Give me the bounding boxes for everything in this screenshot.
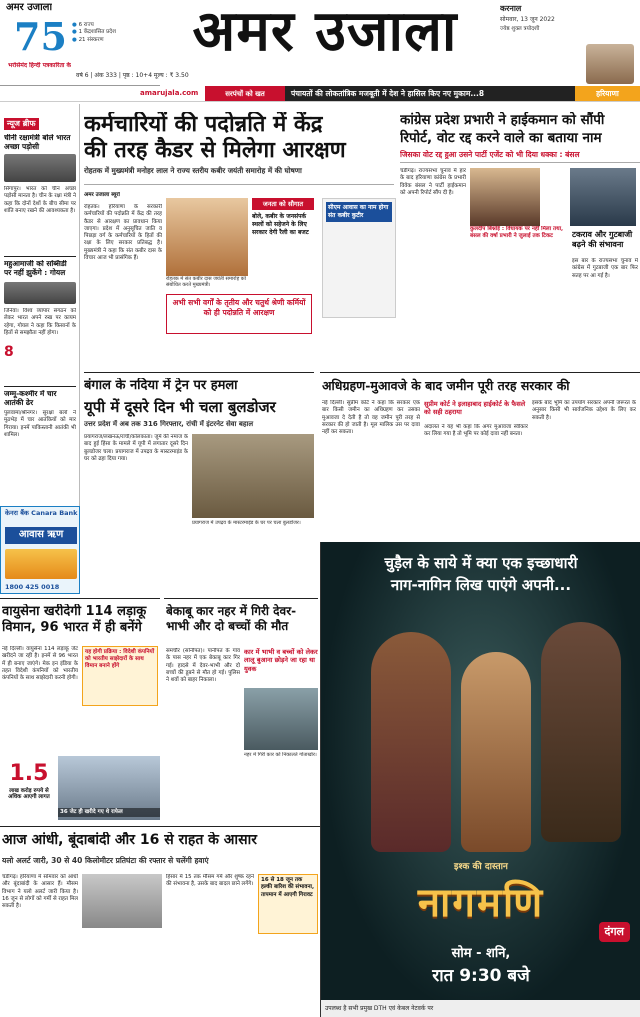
edition-city: करनाल bbox=[500, 4, 522, 13]
fighter-box: यह होगी प्रक्रिया : विदेशी कंपनियों को भारतीय साझेदारों के साथ विमान बनाने होंगे bbox=[82, 646, 158, 706]
bulldozer-body: प्रयागराज/लखनऊ/रांची/कोलकाता। जुमे की नमाज के बाद हुई हिंसा के मामले में यूपी में लगातार दूसरे दिन बुलडोजर चला। प्रयागराज में उपद्रव के मास्टरमाइंड के घर को ढहा दिया गया। bbox=[84, 434, 188, 462]
acquisition-box-head: सुप्रीम कोर्ट ने इलाहाबाद हाईकोर्ट के फैसले को सही ठहराया bbox=[424, 400, 526, 417]
lead-headline-line: की तरह कैडर से मिलेगा आरक्षण bbox=[84, 138, 346, 164]
edition-item: ● 21 संस्करण bbox=[72, 37, 116, 44]
lead-subhead: रोहतक में मुख्यमंत्री मनोहर लाल ने राज्य स्तरीय कबीर जयंती समारोह में की घोषणा bbox=[84, 166, 302, 175]
brief-headline: चीनी रक्षामंत्री बोले भारत अच्छा पड़ोसी bbox=[4, 134, 71, 151]
canal-photo bbox=[244, 688, 318, 750]
bulldozer-subhead: उत्तर प्रदेश में अब तक 316 गिरफ्तार, रांची में इंटरनेट सेवा बहाल bbox=[84, 420, 254, 428]
congress-side-text: इस बार के राज्यसभा चुनाव में कांग्रेस में गुटबाजी एक बार फिर सतह पर आ गई है। bbox=[572, 258, 638, 279]
brief-headline: जम्मू-कश्मीर में चार आतंकी ढेर bbox=[4, 390, 57, 407]
actor-figure bbox=[461, 652, 531, 852]
top-strip bbox=[0, 86, 640, 102]
jet-photo-label: 36 जेट ही खरीदे गए थे राफेल bbox=[58, 808, 160, 817]
bulldozer-headline: यूपी में दूसरे दिन भी चला बुलडोजर bbox=[84, 398, 276, 416]
congress-body: चंडीगढ़। राज्यसभा चुनाव में हार के बाद हरियाणा कांग्रेस के प्रभारी विवेक बंसल ने पार्टी हाईकमान को अपनी रिपोर्ट सौंप दी है। bbox=[400, 168, 466, 196]
dth-strip: उपलब्ध है सभी प्रमुख DTH एवं केबल नेटवर्क पर bbox=[321, 1000, 640, 1017]
website-link[interactable]: amarujala.com bbox=[140, 89, 199, 97]
actor-figure bbox=[541, 622, 621, 842]
ad-tagline-1: चुड़ैल के साये में क्या एक इच्छाधारी bbox=[384, 554, 578, 572]
box-headline: सीएम आवास का नाम होगा संत कबीर कुटीर bbox=[326, 202, 392, 222]
lead-headline-line: कर्मचारियों की पदोन्नति में केंद्र bbox=[84, 112, 323, 137]
congress-side-head: टकराव और गुटबाजी बढ़ने की संभावना bbox=[572, 230, 633, 249]
show-days: सोम - शनि, bbox=[451, 946, 511, 961]
issue-meta: वर्ष 6 | अंक 333 | पृष्ठ : 10+4 मूल्य : ₹ 3.50 bbox=[76, 72, 189, 79]
edition-item: ● 6 राज्य bbox=[72, 22, 116, 29]
nagmani-tv-ad[interactable] bbox=[320, 542, 640, 1017]
canal-headline: बेकाबू कार नहर में गिरी देवर-भाभी और दो बच्चों की मौत bbox=[166, 604, 297, 633]
brief-headline: महुआमाजी को सब्सिडी पर नहीं झुकेंगे : गोयल bbox=[4, 260, 67, 277]
acquisition-body-3: इसके बाद भूमि का उपयोग सरकार अपनी जरूरत के अनुसार किसी भी सार्वजनिक उद्देश्य के लिए कर सकती है। bbox=[532, 400, 636, 421]
show-title: नागमणि bbox=[417, 879, 545, 926]
weather-box: 16 से 18 जून तक हल्की बारिश की संभावना, तापमान में आएगी गिरावट bbox=[258, 874, 318, 934]
brief-text: सिंगापुर। भारत को चीन अच्छा पड़ोसी मानता है। चीन के रक्षा मंत्री ने कहा कि दोनों देशों के बीच सीमा पर शांति बनाए रखने की आवश्यकता है। bbox=[4, 186, 76, 214]
lead-byline: अमर उजाला ब्यूरो bbox=[84, 192, 120, 198]
weather-body-2: हिसार में 15 तक मौसम गर्म और शुष्क रहने की संभावना है, उसके बाद बादल छाने लगेंगे। bbox=[166, 874, 254, 888]
brief-text: जिनेवा। विश्व व्यापार संगठन को लेकर भारत अपने रुख पर कायम रहेगा, गोयल ने कहा कि किसानों के हितों से समझौता नहीं होगा। bbox=[4, 308, 76, 336]
actor-figure bbox=[371, 632, 451, 852]
lead-photo-caption: रोहतक में संत कबीर दास जयंती समारोह को संबोधित करते मुख्यमंत्री। bbox=[166, 276, 246, 289]
bulldozer-caption: प्रयागराज में उपद्रव के मास्टरमाइंड के घर पर चला बुलडोजर। bbox=[192, 520, 301, 526]
acquisition-body: नई दिल्ली। सुप्रीम कोर्ट ने कहा कि सरकार एक बार किसी जमीन का अधिग्रहण कर उसका मुआवजा दे देती है तो वह जमीन पूरी तरह से सरकार की हो जाती है। मूल मालिक उस पर दावा नहीं कर सकता। bbox=[322, 400, 420, 436]
channel-logo: दंगल bbox=[599, 922, 631, 942]
congress-photo-2 bbox=[570, 168, 636, 226]
issue-date: सोमवार, 13 जून 2022 bbox=[500, 16, 555, 23]
canara-phone: 1800 425 0018 bbox=[5, 583, 60, 591]
leader-photo bbox=[586, 44, 634, 84]
editions-list bbox=[72, 22, 116, 44]
page-number-badge: 8 bbox=[4, 344, 14, 360]
weather-body: चंडीगढ़। हरियाणा में सोमवार को आंधी और बूंदाबांदी के आसार हैं। मौसम विभाग ने यलो अलर्ट जारी किया है। 16 जून से लोगों को गर्मी से राहत मिल सकती है। bbox=[2, 874, 78, 910]
congress-photo bbox=[470, 168, 540, 226]
canal-caption: नहर में गिरी कार को निकालते गोताखोर। bbox=[244, 752, 317, 758]
canal-box: कार में भाभी व बच्चों को लेकर लालू बुआना छोड़ने जा रहा था युवक bbox=[244, 648, 318, 673]
brief-text: पुलवामा/श्रीनगर। सुरक्षा बलों ने मुठभेड़ में चार आतंकियों को मार गिराया। इनमें पाकिस्तानी आतंकी भी शामिल। bbox=[4, 410, 76, 438]
bulldozer-photo bbox=[192, 434, 314, 518]
weather-headline: आज आंधी, बूंदाबांदी और 16 से राहत के आसार bbox=[2, 832, 257, 848]
sidebar-text: बोले, कबीर के जनसंपर्क स्थलों को सहेजने के लिए सरकार देगी रैली का बजट bbox=[252, 213, 309, 236]
congress-subhead: जिसका वोट रद्द हुआ उसने पार्टी एजेंट को भी दिया धक्का : बंसल bbox=[400, 150, 580, 159]
congress-caption: कुलदीप बिश्नोई : विधायक पर नहीं मिला तथा, बंसल की वर्षा प्रभारी ने जुलाई तक टिकट bbox=[470, 226, 564, 239]
anniversary-tagline: भरोसेमंद हिन्दी पत्रकारिता के bbox=[8, 62, 72, 69]
acquisition-body-2: अदालत ने यह भी कहा कि अगर मुआवजा स्वीकार कर लिया गया है तो भूमि पर कोई दावा नहीं बनता। bbox=[424, 424, 528, 438]
ad-tagline-2: नाग-नागिन लिख पाएंगे अपनी... bbox=[390, 576, 572, 594]
news-brief-badge: न्यूज ब्रीफ bbox=[4, 118, 39, 130]
strip-tag: सरपंचों को खत bbox=[205, 86, 285, 102]
acquisition-headline: अधिग्रहण-मुआवजे के बाद जमीन पूरी तरह सरकार की bbox=[322, 378, 570, 393]
weather-photo bbox=[82, 874, 162, 928]
small-logo: अमर उजाला bbox=[6, 2, 53, 13]
show-subtitle: इश्क की दास्तान bbox=[454, 862, 508, 872]
canara-bank-ad[interactable] bbox=[0, 506, 80, 594]
fighter-stat-text: लाख करोड़ रुपये से अधिक आएगी लागत bbox=[8, 787, 50, 801]
lead-quote-box: अभी सभी वर्गों के तृतीय और चतुर्थ श्रेणी कर्मियों को ही पदोन्नति में आरक्षण bbox=[166, 294, 312, 334]
fighter-stat bbox=[2, 760, 56, 816]
hindu-calendar-date: ज्येष्ठ शुक्ल त्रयोदशी bbox=[500, 25, 540, 32]
news-in-box bbox=[322, 198, 396, 318]
brief-photo bbox=[4, 154, 76, 182]
lead-photo bbox=[166, 198, 248, 276]
sidebar-tag: जनता को सौगात bbox=[252, 198, 314, 210]
state-label: हरियाणा bbox=[575, 86, 640, 102]
brief-photo bbox=[4, 282, 76, 304]
anniversary-logo: 75 bbox=[14, 18, 67, 56]
masthead-right bbox=[500, 4, 640, 84]
show-time: रात 9:30 बजे bbox=[432, 966, 530, 986]
strip-headline: पंचायतों की लोकतांत्रिक मजबूती में देश ने हासिल किए नए मुकाम...8 bbox=[285, 86, 575, 102]
congress-headline-line: रिपोर्ट, वोट रद्द करने वाले का बताया नाम bbox=[400, 129, 602, 146]
lead-body: रोहतक। हरियाणा के सरकारी कर्मचारियों की पदोन्नति में केंद्र की तरह कैडर से आरक्षण का प्रावधान किया जाएगा। प्रदेश में अनुसूचित जाति व पिछड़ा वर्ग के कर्मचारियों के हितों की रक्षा के लिए सरकार प्रतिबद्ध है। मुख्यमंत्री ने कहा कि संत कबीर दास के विचार आज भी प्रासंगिक हैं। bbox=[84, 204, 162, 262]
newspaper-brand: अमर उजाला bbox=[192, 2, 458, 64]
fighter-body: नई दिल्ली। वायुसेना 114 लड़ाकू जेट खरीदने जा रही है। इनमें से 96 भारत में ही बनाए जाएंगे। मेक इन इंडिया के तहत विदेशी कंपनियों को भारतीय कंपनियों के साथ साझेदारी करनी होगी। bbox=[2, 646, 78, 682]
left-briefs-column bbox=[0, 104, 80, 514]
weather-subhead: यलो अलर्ट जारी, 30 से 40 किलोमीटर प्रतिघंटा की रफ्तार से चलेंगी हवाएं bbox=[2, 856, 209, 865]
canara-brand: केनरा बैंक Canara Bank bbox=[5, 509, 78, 517]
house-illustration bbox=[5, 549, 77, 579]
canara-ad-title: आवास ऋण bbox=[5, 527, 77, 544]
canal-body: समचौर (सोनीपत)। पानीपत के गांव के पास नहर में एक बेकाबू कार गिर गई। हादसे में देवर-भाभी और दो बच्चों की डूबने से मौत हो गई। पुलिस ने शवों को बाहर निकाला। bbox=[166, 648, 240, 684]
congress-headline bbox=[400, 112, 640, 147]
edition-item: ● 1 केंद्रशासित प्रदेश bbox=[72, 29, 116, 36]
lead-headline bbox=[84, 112, 394, 165]
fighter-headline: वायुसेना खरीदेगी 114 लड़ाकू विमान, 96 भारत में ही बनेंगे bbox=[2, 604, 147, 636]
bengal-headline: बंगाल के नदिया में ट्रेन पर हमला bbox=[84, 378, 238, 393]
fighter-stat-value: 1.5 bbox=[9, 761, 49, 786]
congress-headline-line: कांग्रेस प्रदेश प्रभारी ने हाईकमान को सौंपी bbox=[400, 112, 605, 128]
